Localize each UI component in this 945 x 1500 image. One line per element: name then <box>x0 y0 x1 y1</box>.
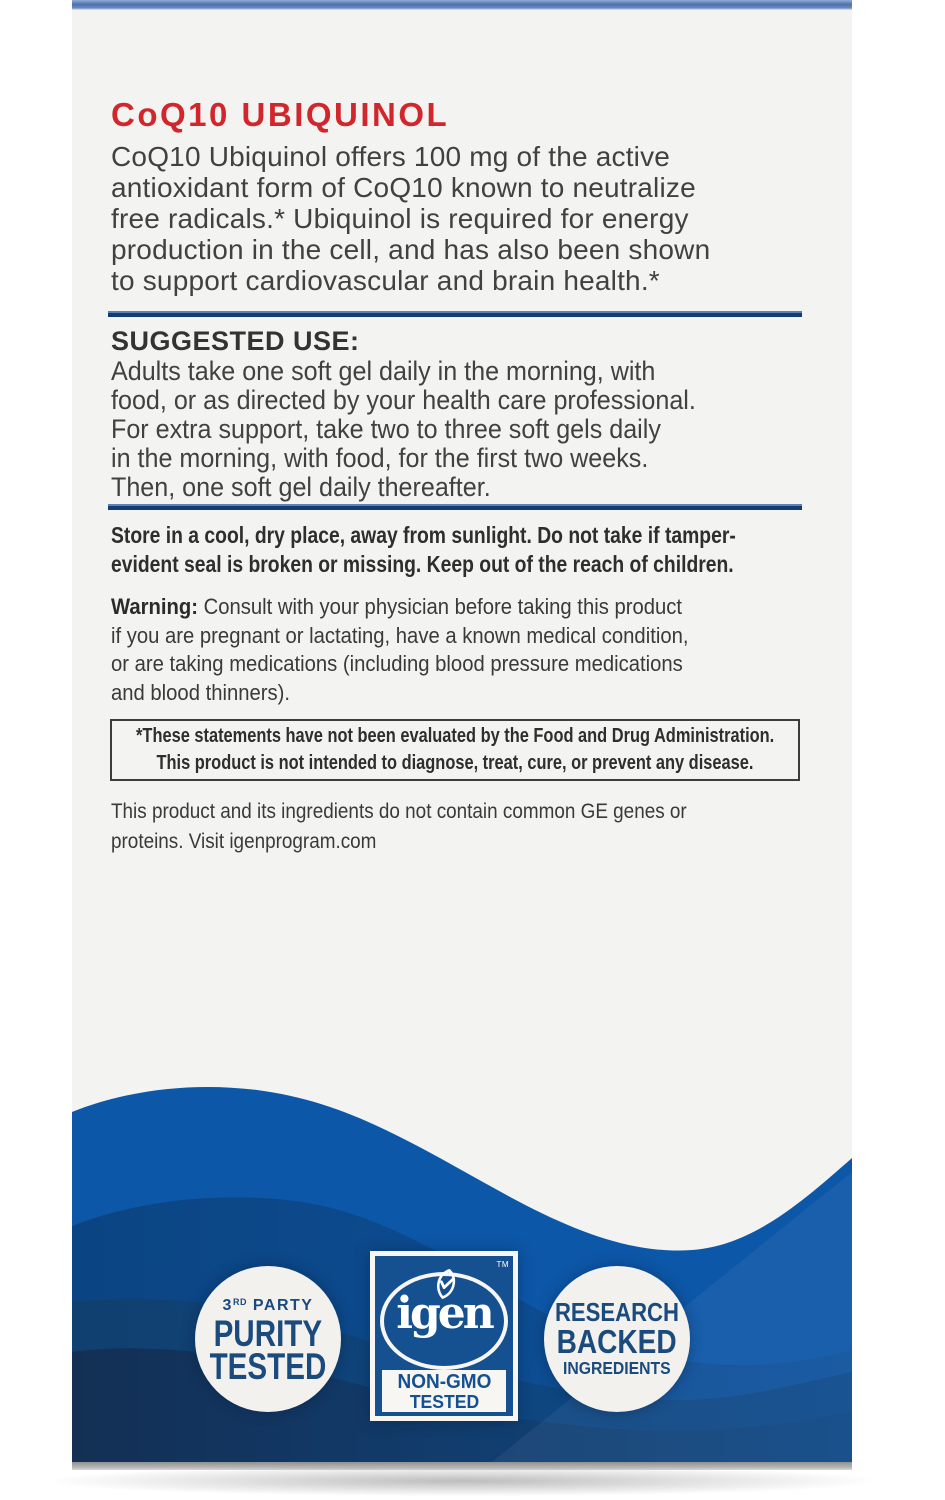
box-shadow <box>52 1466 872 1496</box>
third-party-word: PARTY <box>246 1296 314 1314</box>
disclaimer-line: *These statements have not been evaluated by the Food and Drug Administration. <box>135 725 775 747</box>
storage-note <box>111 521 855 578</box>
intro-line: CoQ10 Ubiquinol offers 100 mg of the active <box>111 141 671 172</box>
suggested-use-line: Then, one soft gel daily thereafter. <box>111 472 491 502</box>
suggested-use-line: For extra support, take two to three soft gels daily <box>111 414 661 444</box>
igen-wordmark: igen <box>396 1288 492 1339</box>
third-party-number: 3 <box>222 1296 233 1314</box>
purity-label: PURITY <box>213 1312 323 1354</box>
non-gmo-label: NON-GMO <box>397 1370 491 1393</box>
suggested-use-line: Adults take one soft gel daily in the morning, with <box>111 356 656 386</box>
purity-tested-badge <box>195 1266 341 1412</box>
non-gmo-tested-label: TESTED <box>409 1390 479 1412</box>
disclaimer-line: This product is not intended to diagnose, treat, cure, or prevent any disease. <box>156 752 754 774</box>
backed-label: BACKED <box>556 1322 677 1360</box>
section-divider <box>108 504 802 510</box>
intro-line: antioxidant form of CoQ10 known to neutralize <box>111 172 696 203</box>
box-top-edge <box>72 0 852 10</box>
storage-line: evident seal is broken or missing. Keep out of the reach of children. <box>111 550 734 577</box>
non-gmo-band <box>382 1370 506 1412</box>
ingredients-label: INGREDIENTS <box>563 1357 671 1378</box>
product-heading: CoQ10 UBIQUINOL <box>111 96 450 133</box>
warning-paragraph <box>111 593 753 707</box>
product-box-panel <box>72 0 852 1470</box>
research-backed-badge <box>544 1266 690 1412</box>
igen-non-gmo-badge <box>370 1251 518 1421</box>
warning-line <box>111 593 688 622</box>
storage-line: Store in a cool, dry place, away from sunlight. Do not take if tamper- <box>111 522 736 548</box>
suggested-use-heading: SUGGESTED USE: <box>111 326 360 356</box>
warning-text: Consult with your physician before taking this product <box>197 594 682 619</box>
suggested-use-line: food, or as directed by your health care professional. <box>111 385 696 415</box>
non-gmo-note <box>111 797 751 857</box>
suggested-use-paragraph <box>111 357 740 502</box>
warning-line: or are taking medications (including blood pressure medications <box>111 651 683 676</box>
trademark-mark: TM <box>496 1260 509 1269</box>
intro-line: to support cardiovascular and brain health.* <box>111 265 660 296</box>
suggested-use-line: in the morning, with food, for the first two weeks. <box>111 443 649 473</box>
warning-line: and blood thinners). <box>111 679 291 705</box>
warning-label: Warning: <box>111 594 198 619</box>
third-party-ordinal: RD <box>232 1296 247 1307</box>
note-line: proteins. Visit igenprogram.com <box>111 830 377 853</box>
fda-disclaimer-box <box>110 719 800 781</box>
tested-label: TESTED <box>209 1345 327 1387</box>
section-divider <box>108 311 802 317</box>
warning-line: if you are pregnant or lactating, have a known medical condition, <box>111 622 689 648</box>
intro-line: free radicals.* Ubiquinol is required for energy <box>111 203 689 234</box>
research-label: RESEARCH <box>554 1296 680 1327</box>
intro-line: production in the cell, and has also been shown <box>111 234 711 265</box>
note-line: This product and its ingredients do not contain common GE genes or <box>111 800 687 823</box>
intro-paragraph <box>111 141 710 296</box>
